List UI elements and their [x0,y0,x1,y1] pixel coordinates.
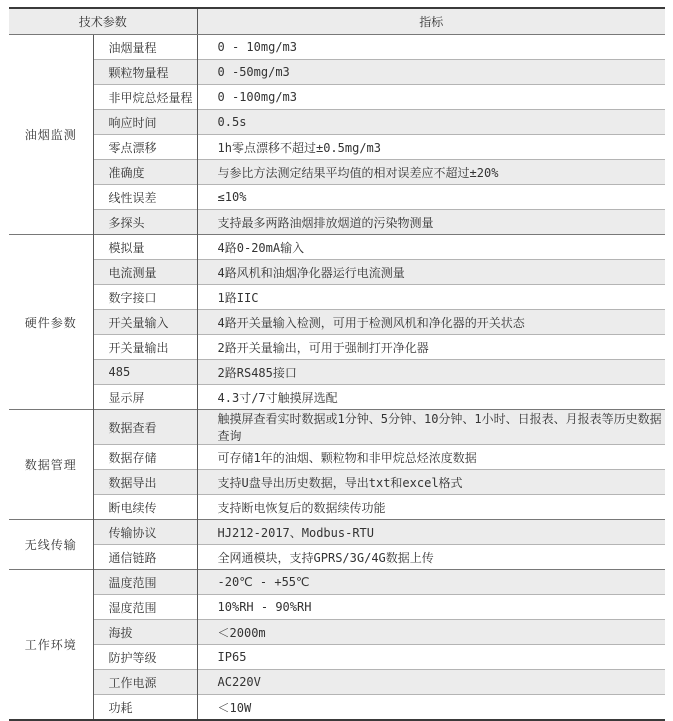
value-cell: 2路RS485接口 [197,360,665,385]
param-cell: 通信链路 [93,545,197,570]
category-cell: 工作环境 [9,570,93,721]
param-cell: 数据查看 [93,410,197,445]
value-cell: 1h零点漂移不超过±0.5mg/m3 [197,135,665,160]
value-cell: 0 -50mg/m3 [197,60,665,85]
header-row [9,8,665,35]
table-row [9,545,665,570]
value-cell: HJ212-2017、Modbus-RTU [197,520,665,545]
param-cell: 显示屏 [93,385,197,410]
table-row [9,645,665,670]
value-cell: AC220V [197,670,665,695]
table-row [9,470,665,495]
param-cell: 数据存储 [93,445,197,470]
table-row [9,35,665,60]
table-row [9,595,665,620]
param-cell: 数字接口 [93,285,197,310]
table-row [9,185,665,210]
value-cell: 4路开关量输入检测，可用于检测风机和净化器的开关状态 [197,310,665,335]
spec-table-body [9,35,665,721]
param-cell: 准确度 [93,160,197,185]
param-cell: 数据导出 [93,470,197,495]
param-cell: 海拔 [93,620,197,645]
value-cell: 触摸屏查看实时数据或1分钟、5分钟、10分钟、1小时、日报表、月报表等历史数据查询 [197,410,665,445]
table-row [9,495,665,520]
value-cell: 10%RH - 90%RH [197,595,665,620]
value-cell: ＜10W [197,695,665,721]
value-cell: 0 -100mg/m3 [197,85,665,110]
param-cell: 零点漂移 [93,135,197,160]
param-cell: 开关量输入 [93,310,197,335]
value-cell: ＜2000m [197,620,665,645]
param-cell: 湿度范围 [93,595,197,620]
table-row [9,85,665,110]
param-cell: 断电续传 [93,495,197,520]
table-row [9,285,665,310]
value-cell: IP65 [197,645,665,670]
table-row [9,410,665,445]
value-cell: 4路风机和油烟净化器运行电流测量 [197,260,665,285]
table-row [9,235,665,260]
value-cell: ≤10% [197,185,665,210]
table-row [9,160,665,185]
category-cell: 数据管理 [9,410,93,520]
value-cell: 支持最多两路油烟排放烟道的污染物测量 [197,210,665,235]
table-row [9,520,665,545]
table-row [9,385,665,410]
param-cell: 非甲烷总烃量程 [93,85,197,110]
category-cell: 硬件参数 [9,235,93,410]
spec-table [9,7,665,721]
param-cell: 线性误差 [93,185,197,210]
table-row [9,60,665,85]
param-cell: 开关量输出 [93,335,197,360]
value-cell: 支持断电恢复后的数据续传功能 [197,495,665,520]
value-cell: 1路IIC [197,285,665,310]
table-row [9,620,665,645]
value-cell: 4路0-20mA输入 [197,235,665,260]
param-cell: 响应时间 [93,110,197,135]
param-cell: 485 [93,360,197,385]
category-cell: 油烟监测 [9,35,93,235]
value-cell: 全网通模块，支持GPRS/3G/4G数据上传 [197,545,665,570]
param-cell: 传输协议 [93,520,197,545]
param-cell: 温度范围 [93,570,197,595]
value-cell: 4.3寸/7寸触摸屏选配 [197,385,665,410]
param-cell: 颗粒物量程 [93,60,197,85]
param-cell: 防护等级 [93,645,197,670]
table-row [9,210,665,235]
param-cell: 油烟量程 [93,35,197,60]
table-row [9,445,665,470]
header-cell-params: 技术参数 [9,8,197,35]
value-cell: 支持U盘导出历史数据，导出txt和excel格式 [197,470,665,495]
table-row [9,310,665,335]
header-cell-indicator: 指标 [197,8,665,35]
table-row [9,570,665,595]
param-cell: 模拟量 [93,235,197,260]
param-cell: 功耗 [93,695,197,721]
table-row [9,335,665,360]
param-cell: 工作电源 [93,670,197,695]
value-cell: 与参比方法测定结果平均值的相对误差应不超过±20% [197,160,665,185]
param-cell: 电流测量 [93,260,197,285]
value-cell: -20℃ - +55℃ [197,570,665,595]
table-row [9,360,665,385]
value-cell: 0.5s [197,110,665,135]
value-cell: 可存储1年的油烟、颗粒物和非甲烷总烃浓度数据 [197,445,665,470]
value-cell: 0 - 10mg/m3 [197,35,665,60]
table-row [9,135,665,160]
category-cell: 无线传输 [9,520,93,570]
table-row [9,695,665,721]
spec-table-header [9,8,665,35]
param-cell: 多探头 [93,210,197,235]
table-row [9,110,665,135]
table-row [9,670,665,695]
value-cell: 2路开关量输出，可用于强制打开净化器 [197,335,665,360]
table-row [9,260,665,285]
